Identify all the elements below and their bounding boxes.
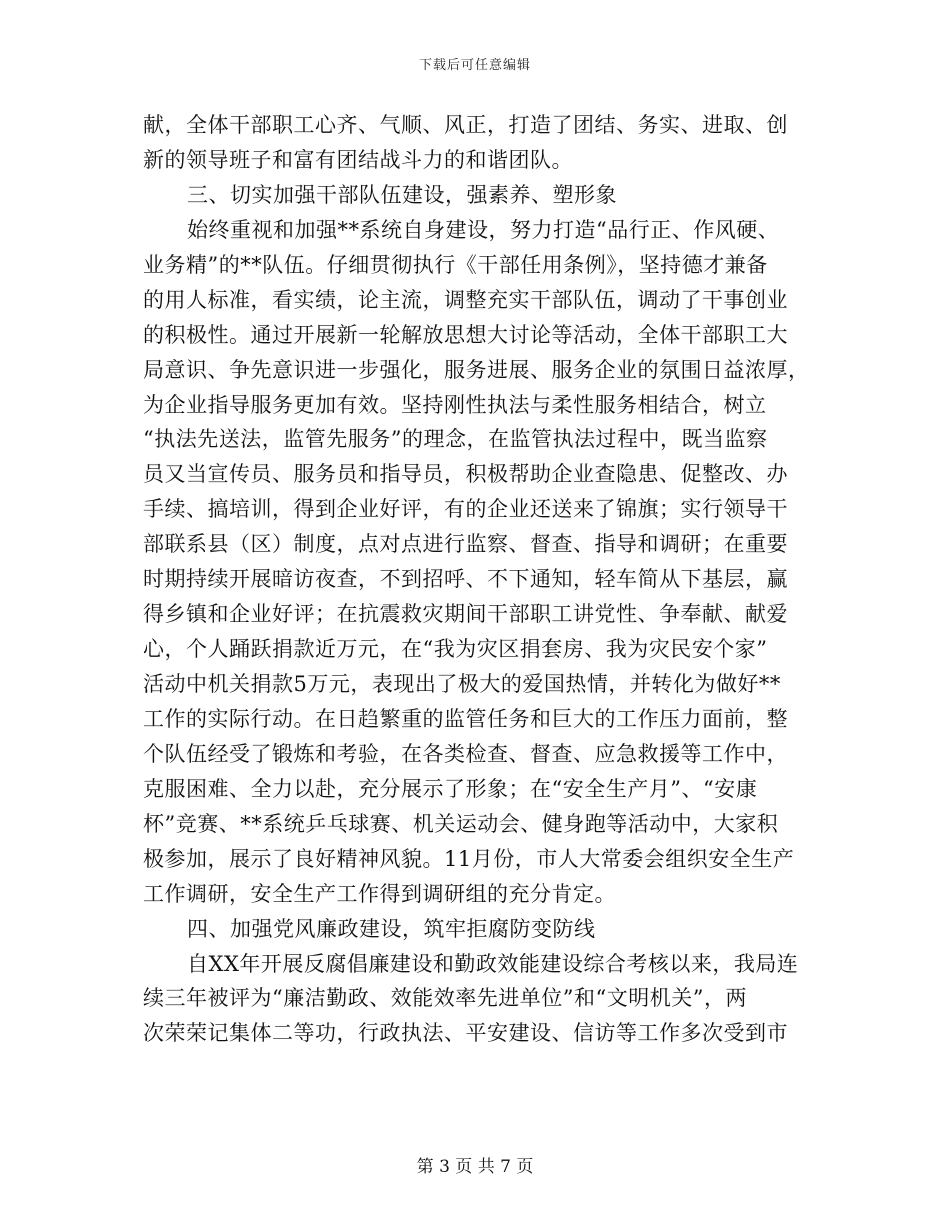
text-line: 自XX年开展反腐倡廉建设和勤政效能建设综合考核以来，我局连 — [187, 951, 799, 976]
text-line: 手续、搞培训，得到企业好评，有的企业还送来了锦旗；实行领导干 — [143, 497, 788, 522]
page-footer — [0, 1152, 950, 1177]
text-line: 工作调研，安全生产工作得到调研组的充分肯定。 — [143, 881, 616, 906]
text-line: 献，全体干部职工心齐、气顺、风正，打造了团结、务实、进取、创 — [143, 113, 788, 137]
text-line: 极参加，展示了良好精神风貌。11月份，市人大常委会组织安全生产 — [143, 846, 795, 871]
body-text — [143, 108, 810, 1051]
text-line: 的用人标准，看实绩，论主流，调整充实干部队伍，调动了干事创业 — [143, 287, 788, 312]
text-line: 续三年被评为“廉洁勤政、效能效率先进单位”和“文明机关”，两 — [143, 986, 747, 1011]
text-line: 始终重视和加强**系统自身建设，努力打造“品行正、作风硬、 — [187, 217, 780, 242]
text-line: 克服困难、全力以赴，充分展示了形象；在“安全生产月”、“安康 — [143, 776, 758, 801]
text-line: 次荣荣记集体二等功，行政执法、平安建设、信访等工作多次受到市 — [143, 1021, 788, 1046]
text-line: 为企业指导服务更加有效。坚持刚性执法与柔性服务相结合，树立 — [143, 392, 767, 417]
text-line: 工作的实际行动。在日趋繁重的监管任务和巨大的工作压力面前，整 — [143, 706, 788, 731]
text-line: 时期持续开展暗访夜查，不到招呼、不下通知，轻车简从下基层，赢 — [143, 567, 788, 592]
page-number: 第 3 页 共 7 页 — [416, 1157, 534, 1177]
text-line: 活动中机关捐款5万元，表现出了极大的爱国热情，并转化为做好** — [143, 672, 781, 696]
header-note: 下载后可任意编辑 — [418, 58, 531, 73]
text-line: 员又当宣传员、服务员和指导员，积极帮助企业查隐患、促整改、办 — [143, 462, 788, 487]
text-line: 心，个人踊跃捐款近万元，在“我为灾区捐套房、我为灾民安个家” — [143, 637, 768, 662]
text-line: 的积极性。通过开展新一轮解放思想大讨论等活动，全体干部职工大 — [143, 322, 788, 347]
text-line: 业务精”的**队伍。仔细贯彻执行《干部任用条例》，坚持德才兼备 — [143, 252, 768, 277]
section-heading: 四、加强党风廉政建设，筑牢拒腐防变防线 — [187, 916, 596, 941]
text-line: 局意识、争先意识进一步强化，服务进展、服务企业的氛围日益浓厚， — [143, 357, 810, 382]
text-line: “执法先送法，监管先服务”的理念，在监管执法过程中，既当监察 — [143, 427, 768, 452]
text-line: 个队伍经受了锻炼和考验，在各类检查、督查、应急救援等工作中， — [143, 741, 788, 766]
section-heading: 三、切实加强干部队伍建设，强素养、塑形象 — [187, 182, 617, 207]
text-line: 新的领导班子和富有团结战斗力的和谐团队。 — [143, 147, 573, 172]
text-line: 部联系县（区）制度，点对点进行监察、督查、指导和调研；在重要 — [143, 532, 788, 557]
text-line: 得乡镇和企业好评；在抗震救灾期间干部职工讲党性、争奉献、献爱 — [143, 602, 788, 627]
text-line: 杯”竞赛、**系统乒乓球赛、机关运动会、健身跑等活动中，大家积 — [143, 811, 779, 836]
